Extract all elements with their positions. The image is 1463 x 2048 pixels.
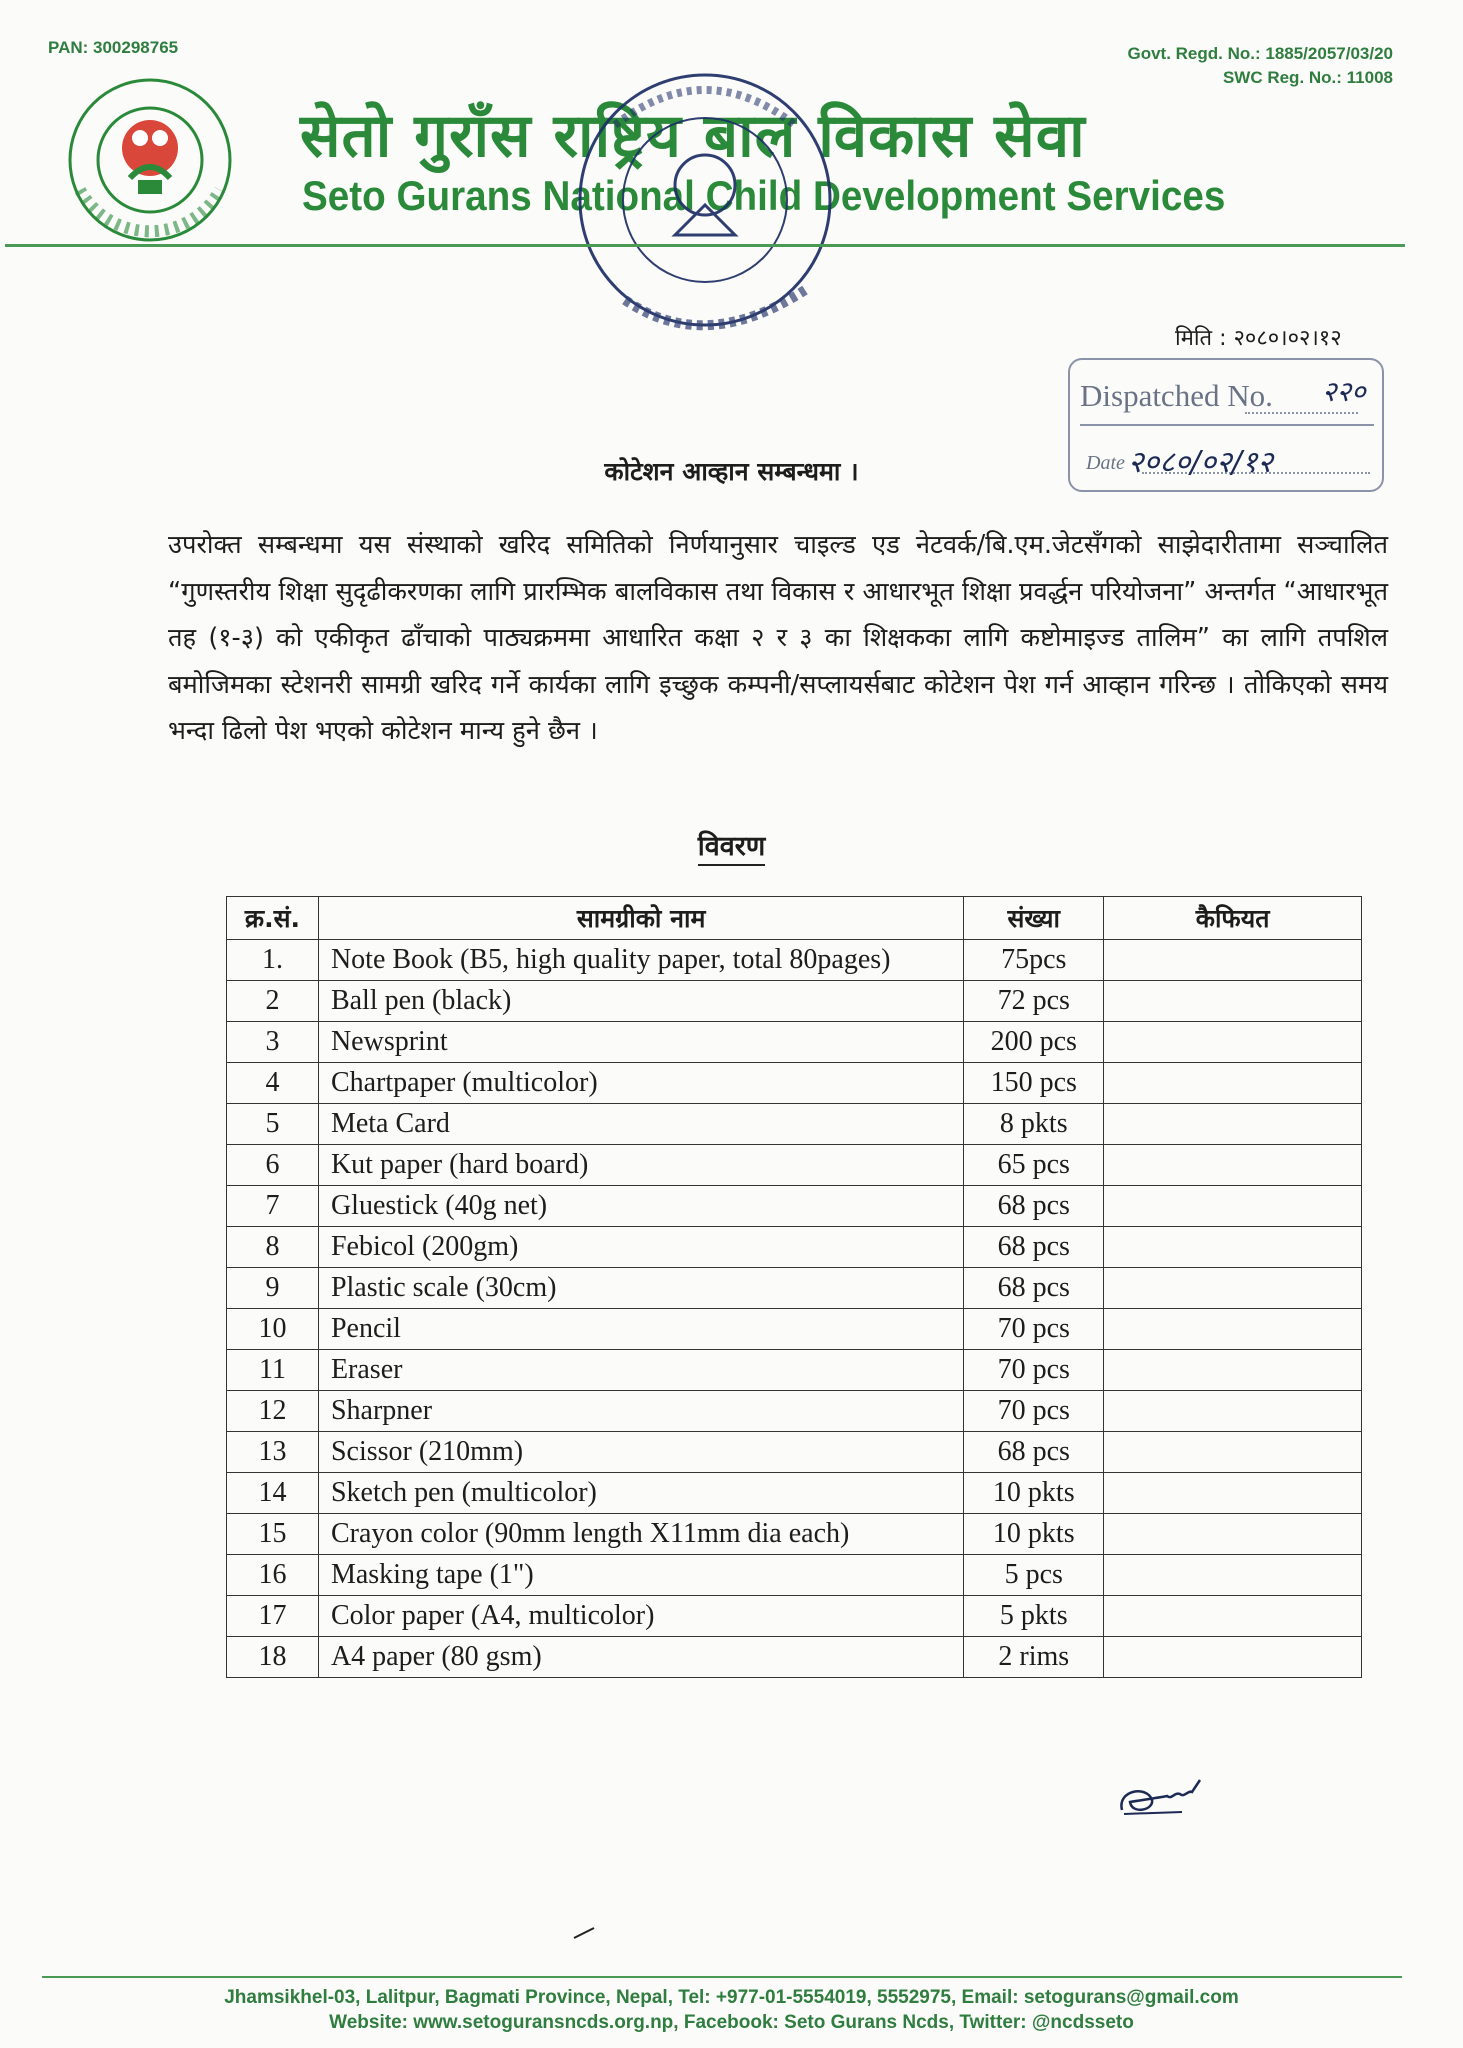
row-quantity: 68 pcs xyxy=(964,1432,1104,1473)
ink-mark xyxy=(572,1926,596,1940)
row-item-name: Crayon color (90mm length X11mm dia each) xyxy=(318,1514,963,1555)
row-quantity: 70 pcs xyxy=(964,1391,1104,1432)
table-row xyxy=(227,1432,1362,1473)
dispatch-number-handwritten: २२० xyxy=(1322,375,1366,408)
letter-subject: कोटेशन आव्हान सम्बन्धमा । xyxy=(604,457,859,486)
org-title-english: Seto Gurans National Child Development Services xyxy=(302,172,1226,219)
row-remarks xyxy=(1104,1063,1362,1104)
dispatch-date-handwritten: २०८०/०२/१२ xyxy=(1128,445,1274,480)
table-row xyxy=(227,1063,1362,1104)
row-quantity: 65 pcs xyxy=(964,1145,1104,1186)
row-remarks xyxy=(1104,1022,1362,1063)
row-quantity: 5 pkts xyxy=(964,1596,1104,1637)
registration-info xyxy=(1127,42,1393,90)
table-row xyxy=(227,1637,1362,1678)
official-seal xyxy=(555,65,875,355)
table-row xyxy=(227,1473,1362,1514)
row-serial: 6 xyxy=(227,1145,319,1186)
row-remarks xyxy=(1104,1350,1362,1391)
row-remarks xyxy=(1104,1309,1362,1350)
footer-web-social: Website: www.setoguransncds.org.np, Facebook: Seto Gurans Ncds, Twitter: @ncdsseto xyxy=(329,2012,1134,2033)
row-serial: 18 xyxy=(227,1637,319,1678)
row-quantity: 68 pcs xyxy=(964,1268,1104,1309)
dispatch-number-label: Dispatched No. xyxy=(1080,378,1273,413)
row-serial: 1. xyxy=(227,940,319,981)
table-row xyxy=(227,1555,1362,1596)
govt-regd-number: Govt. Regd. No.: 1885/2057/03/20 xyxy=(1127,44,1393,63)
row-item-name: Sketch pen (multicolor) xyxy=(318,1473,963,1514)
row-remarks xyxy=(1104,1145,1362,1186)
row-item-name: Eraser xyxy=(318,1350,963,1391)
footer-divider xyxy=(42,1976,1402,1978)
table-row xyxy=(227,1514,1362,1555)
footer-address: Jhamsikhel-03, Lalitpur, Bagmati Province, Nepal, Tel: +977-01-5554019, 5552975, Email: setogurans@gmail.com xyxy=(224,1987,1239,2008)
table-row xyxy=(227,1186,1362,1227)
organization-logo xyxy=(40,60,260,260)
table-row xyxy=(227,981,1362,1022)
letter-date: मिति : २०८०।०२।१२ xyxy=(1175,326,1342,351)
row-quantity: 2 rims xyxy=(964,1637,1104,1678)
row-quantity: 70 pcs xyxy=(964,1350,1104,1391)
row-serial: 14 xyxy=(227,1473,319,1514)
row-item-name: Ball pen (black) xyxy=(318,981,963,1022)
row-serial: 15 xyxy=(227,1514,319,1555)
row-remarks xyxy=(1104,1637,1362,1678)
row-remarks xyxy=(1104,1432,1362,1473)
row-quantity: 5 pcs xyxy=(964,1555,1104,1596)
org-title-nepali: सेतो गुराँस राष्ट्रिय बाल विकास सेवा xyxy=(300,101,1086,171)
row-serial: 10 xyxy=(227,1309,319,1350)
table-row xyxy=(227,940,1362,981)
row-quantity: 72 pcs xyxy=(964,981,1104,1022)
row-remarks xyxy=(1104,1555,1362,1596)
row-remarks xyxy=(1104,981,1362,1022)
table-row xyxy=(227,1350,1362,1391)
row-remarks xyxy=(1104,1227,1362,1268)
table-header-row xyxy=(227,897,1362,940)
table-row xyxy=(227,1145,1362,1186)
row-serial: 16 xyxy=(227,1555,319,1596)
row-quantity: 10 pkts xyxy=(964,1514,1104,1555)
row-item-name: Color paper (A4, multicolor) xyxy=(318,1596,963,1637)
header-quantity: संख्या xyxy=(964,897,1104,940)
row-item-name: Scissor (210mm) xyxy=(318,1432,963,1473)
table-row xyxy=(227,1268,1362,1309)
row-quantity: 75pcs xyxy=(964,940,1104,981)
row-remarks xyxy=(1104,1596,1362,1637)
row-item-name: A4 paper (80 gsm) xyxy=(318,1637,963,1678)
row-remarks xyxy=(1104,940,1362,981)
row-remarks xyxy=(1104,1186,1362,1227)
row-serial: 9 xyxy=(227,1268,319,1309)
row-remarks xyxy=(1104,1391,1362,1432)
row-serial: 4 xyxy=(227,1063,319,1104)
row-item-name: Note Book (B5, high quality paper, total 80pages) xyxy=(318,940,963,981)
row-quantity: 68 pcs xyxy=(964,1227,1104,1268)
row-serial: 3 xyxy=(227,1022,319,1063)
header-divider xyxy=(5,244,1405,247)
row-serial: 11 xyxy=(227,1350,319,1391)
signature xyxy=(1112,1770,1212,1830)
row-item-name: Chartpaper (multicolor) xyxy=(318,1063,963,1104)
row-remarks xyxy=(1104,1514,1362,1555)
row-serial: 5 xyxy=(227,1104,319,1145)
row-remarks xyxy=(1104,1473,1362,1514)
row-remarks xyxy=(1104,1104,1362,1145)
table-row xyxy=(227,1391,1362,1432)
table-row xyxy=(227,1022,1362,1063)
row-item-name: Kut paper (hard board) xyxy=(318,1145,963,1186)
swc-reg-number: SWC Reg. No.: 11008 xyxy=(1222,68,1393,87)
section-heading xyxy=(0,826,1463,863)
row-item-name: Masking tape (1") xyxy=(318,1555,963,1596)
section-heading-text: विवरण xyxy=(698,831,766,866)
row-item-name: Sharpner xyxy=(318,1391,963,1432)
dispatch-date-label: Date xyxy=(1086,452,1125,474)
row-serial: 17 xyxy=(227,1596,319,1637)
row-quantity: 150 pcs xyxy=(964,1063,1104,1104)
row-serial: 8 xyxy=(227,1227,319,1268)
table-row xyxy=(227,1104,1362,1145)
row-item-name: Pencil xyxy=(318,1309,963,1350)
letter-body: उपरोक्त सम्बन्धमा यस संस्थाको खरिद समितिको निर्णयानुसार चाइल्ड एड नेटवर्क/बि.एम.जेटसँगको साझेदारीतामा सञ्चालित “गुणस्तरीय शिक्षा सुदृढीकरणका लागि प्रारम्भिक बालविकास तथा विकास र आधारभूत शिक्षा प्रवर्द्धन परियोजना” अन्तर्गत “आधारभूत तह (१-३) को एकीकृत ढाँचाको पाठ्यक्रममा आधारित कक्षा २ र ३ का शिक्षकका लागि कष्टोमाइज्ड तालिम” का लागि तपशिल बमोजिमका स्टेशनरी सामग्री खरिद गर्ने कार्यका लागि इच्छुक कम्पनी/सप्लायर्सबाट कोटेशन पेश गर्न आव्हान गरिन्छ । तोकिएको समय भन्दा ढिलो पेश भएको कोटेशन मान्य हुने छैन । xyxy=(168,530,1388,746)
row-item-name: Gluestick (40g net) xyxy=(318,1186,963,1227)
row-quantity: 70 pcs xyxy=(964,1309,1104,1350)
row-quantity: 200 pcs xyxy=(964,1022,1104,1063)
table-row xyxy=(227,1309,1362,1350)
row-quantity: 68 pcs xyxy=(964,1186,1104,1227)
row-quantity: 10 pkts xyxy=(964,1473,1104,1514)
items-table xyxy=(226,896,1362,1678)
row-remarks xyxy=(1104,1268,1362,1309)
header-item-name: सामग्रीको नाम xyxy=(318,897,963,940)
row-serial: 7 xyxy=(227,1186,319,1227)
row-serial: 13 xyxy=(227,1432,319,1473)
row-serial: 12 xyxy=(227,1391,319,1432)
pan-number: PAN: 300298765 xyxy=(48,38,179,57)
row-quantity: 8 pkts xyxy=(964,1104,1104,1145)
row-item-name: Febicol (200gm) xyxy=(318,1227,963,1268)
row-item-name: Newsprint xyxy=(318,1022,963,1063)
table-row xyxy=(227,1596,1362,1637)
row-serial: 2 xyxy=(227,981,319,1022)
footer xyxy=(0,1985,1463,2035)
table-row xyxy=(227,1227,1362,1268)
header-serial: क्र.सं. xyxy=(227,897,319,940)
header-remarks: कैफियत xyxy=(1104,897,1362,940)
row-item-name: Plastic scale (30cm) xyxy=(318,1268,963,1309)
row-item-name: Meta Card xyxy=(318,1104,963,1145)
table-body xyxy=(227,940,1362,1678)
